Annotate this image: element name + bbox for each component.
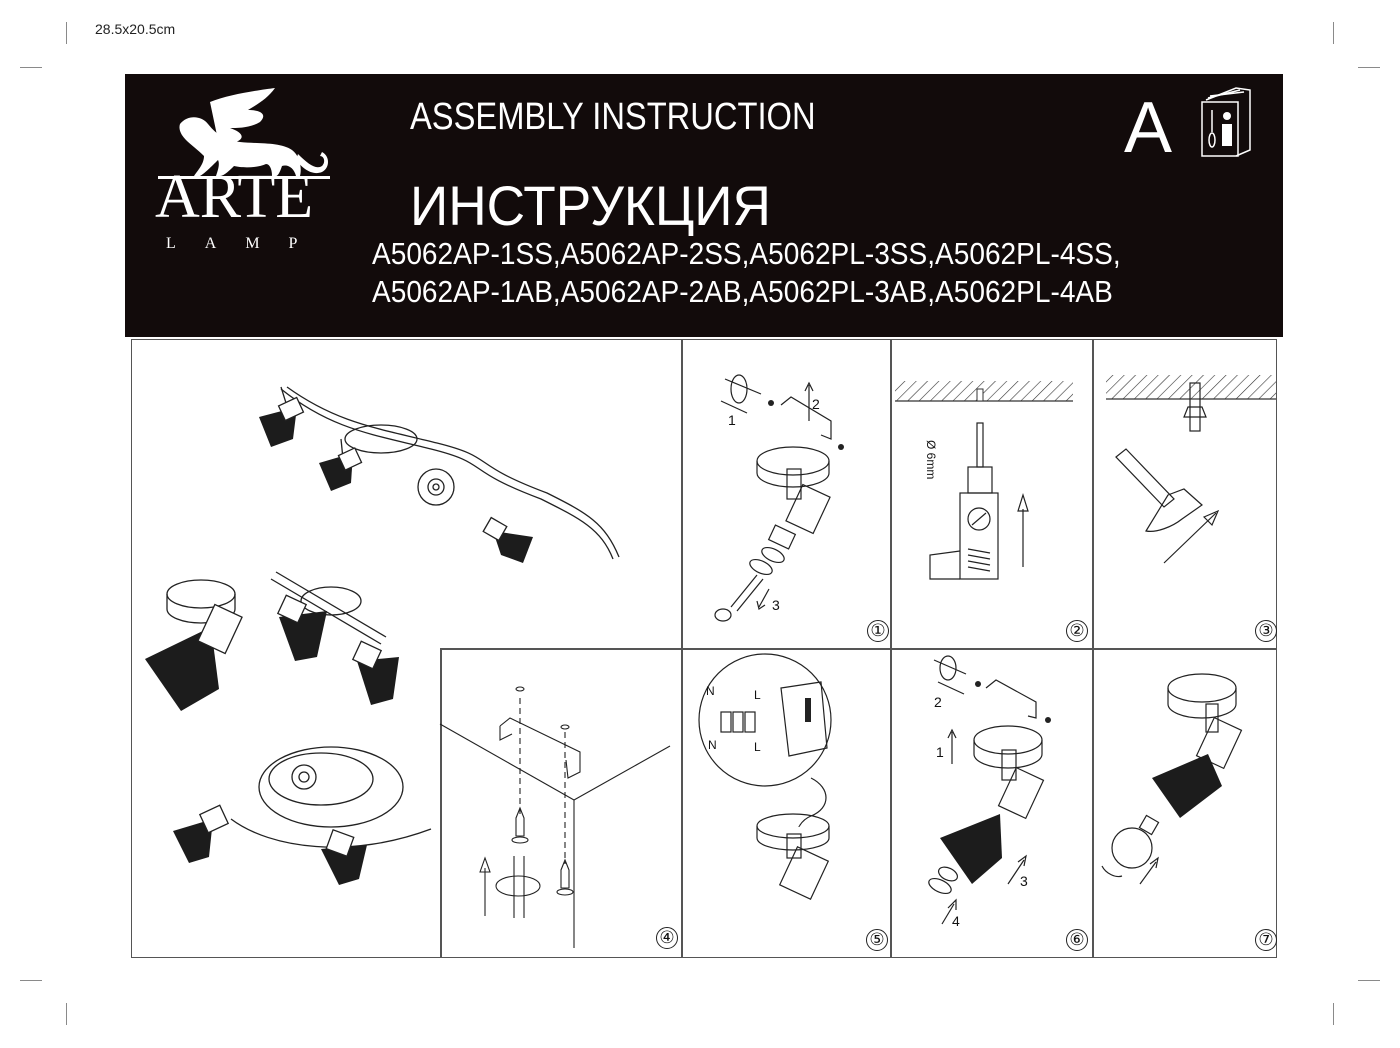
- step-7-illustration: [1092, 648, 1277, 958]
- step-6-illustration: [890, 648, 1092, 958]
- wire-label-neutral: N: [708, 738, 717, 752]
- crop-mark: [1358, 980, 1380, 981]
- step-6-label: 1: [936, 744, 944, 760]
- step-number-4: ④: [656, 927, 678, 949]
- brand-subname: LAMP: [166, 235, 327, 252]
- step-number-3: ③: [1255, 620, 1277, 642]
- wire-label-neutral: N: [706, 684, 715, 698]
- manual-info-icon: [1196, 80, 1256, 160]
- step-1-label: 1: [728, 412, 736, 428]
- step-6-label: 4: [952, 913, 960, 929]
- page-size-label: 28.5x20.5cm: [95, 21, 176, 37]
- brand-name: ARTE: [155, 163, 314, 231]
- title-english: ASSEMBLY INSTRUCTION: [410, 96, 816, 138]
- crop-mark: [20, 980, 42, 981]
- step-number-6: ⑥: [1066, 929, 1088, 951]
- section-letter: A: [1124, 88, 1173, 168]
- crop-mark: [66, 22, 67, 44]
- step-number-7: ⑦: [1255, 929, 1277, 951]
- step-number-1: ①: [867, 620, 889, 642]
- crop-mark: [20, 67, 42, 68]
- step-1-label: 3: [772, 597, 780, 613]
- model-list-line-2: A5062AP-1AB,A5062AP-2AB,A5062PL-3AB,A5062PL-4AB: [372, 274, 1113, 309]
- step-4-illustration: [440, 648, 681, 958]
- crop-mark: [1333, 22, 1334, 44]
- wire-label-live: L: [754, 740, 761, 754]
- wire-label-live: L: [754, 688, 761, 702]
- step-6-label: 3: [1020, 873, 1028, 889]
- step-number-2: ②: [1066, 620, 1088, 642]
- crop-mark: [66, 1003, 67, 1025]
- step-2-illustration: [890, 339, 1092, 648]
- crop-mark: [1358, 67, 1380, 68]
- crop-mark: [1333, 1003, 1334, 1025]
- model-list-line-1: A5062AP-1SS,A5062AP-2SS,A5062PL-3SS,A5062PL-4SS,: [372, 236, 1121, 271]
- drill-diameter-label: Ø 6mm: [924, 440, 938, 480]
- step-3-illustration: [1092, 339, 1277, 648]
- step-1-illustration: [681, 339, 890, 648]
- step-6-label: 2: [934, 694, 942, 710]
- title-russian: ИНСТРУКЦИЯ: [410, 174, 771, 237]
- step-1-label: 2: [812, 396, 820, 412]
- step-number-5: ⑤: [866, 929, 888, 951]
